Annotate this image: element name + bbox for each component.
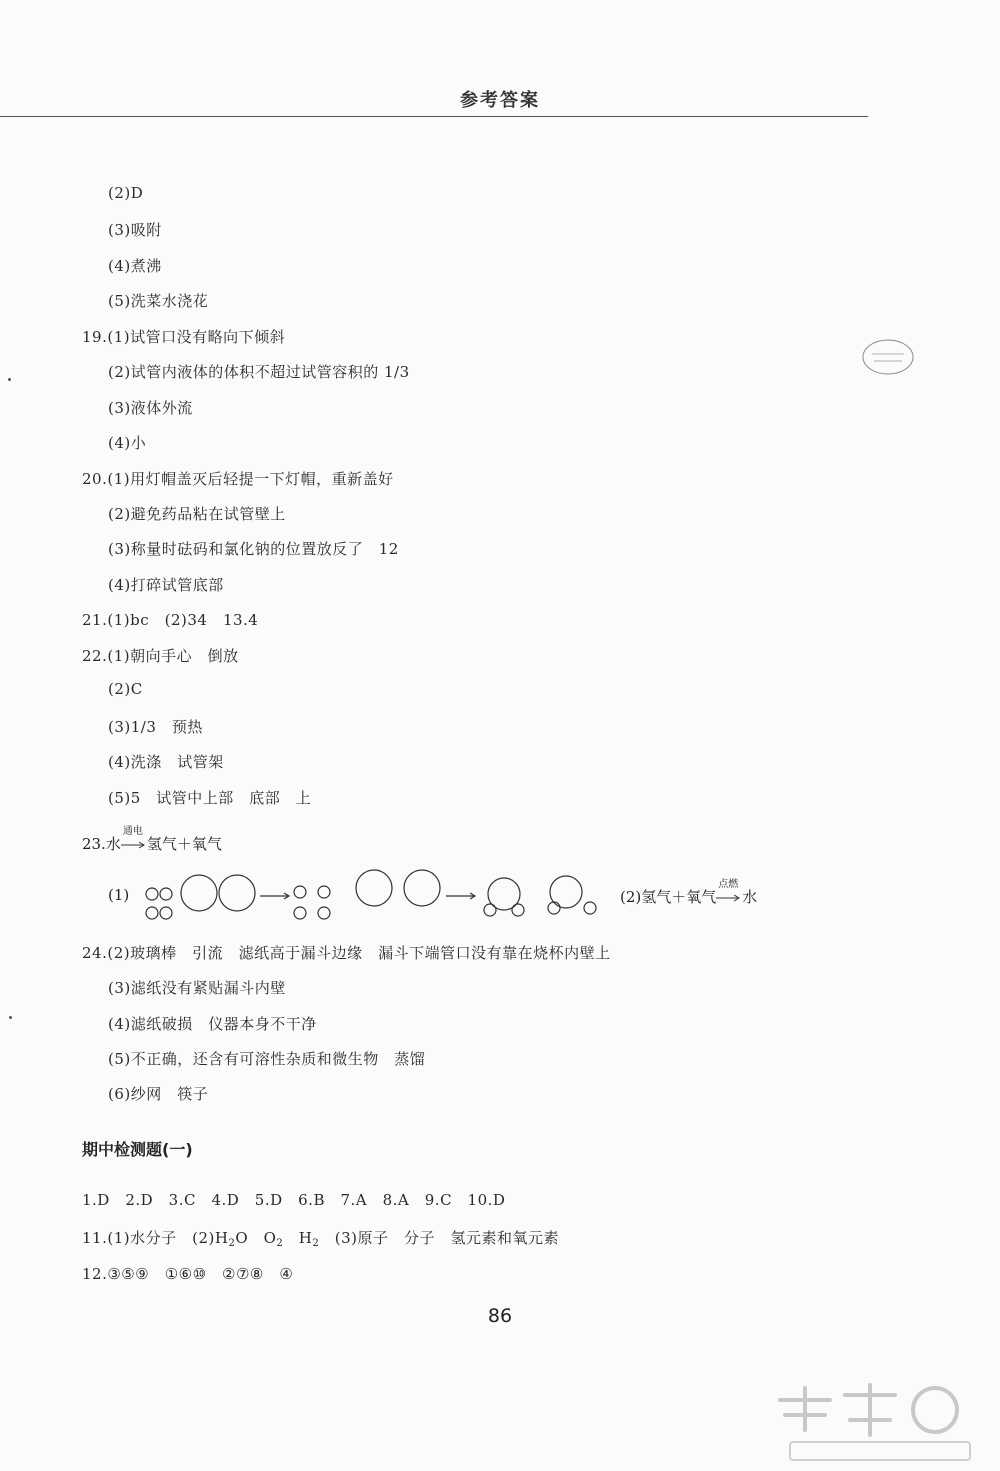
small-atom bbox=[484, 904, 496, 916]
answer-line: (3)1/3 预热 bbox=[108, 718, 203, 736]
answer-line: (4)煮沸 bbox=[108, 257, 162, 275]
large-atom bbox=[404, 870, 440, 906]
large-atom bbox=[181, 875, 217, 911]
page-number: 86 bbox=[487, 1305, 513, 1327]
answer-line: (5)5 试管中上部 底部 上 bbox=[108, 789, 312, 807]
q23-products: 氢气＋氧气 bbox=[146, 835, 222, 853]
answer-line: (4)小 bbox=[108, 434, 147, 452]
condition-arrow bbox=[716, 879, 742, 906]
scan-speck bbox=[8, 378, 11, 381]
q23-prefix: 23.水 bbox=[82, 835, 121, 853]
answer-line: (4)洗涤 试管架 bbox=[108, 753, 224, 771]
answer-line: (2)C bbox=[108, 680, 143, 698]
subscript: 2 bbox=[312, 1238, 320, 1249]
midterm-text: (3)原子 分子 氢元素和氧元素 bbox=[319, 1229, 560, 1247]
subscript: 2 bbox=[228, 1238, 236, 1249]
section-title: 期中检测题(一) bbox=[82, 1140, 193, 1159]
answer-line: (5)洗菜水浇花 bbox=[108, 292, 209, 310]
condition-label: 点燃 bbox=[718, 879, 739, 890]
stamp-icon bbox=[860, 336, 916, 378]
page-header-title: 参考答案 bbox=[460, 90, 540, 111]
scan-speck bbox=[9, 1016, 12, 1019]
answer-line: (5)不正确，还含有可溶性杂质和微生物 蒸馏 bbox=[108, 1050, 426, 1068]
arrow-icon bbox=[121, 839, 147, 849]
arrow-icon bbox=[716, 892, 742, 902]
midterm-answer-line: 12.③⑤⑨ ①⑥⑩ ②⑦⑧ ④ bbox=[82, 1265, 294, 1283]
watermark-logo-icon bbox=[770, 1380, 990, 1466]
small-atom bbox=[160, 907, 172, 919]
midterm-text: H bbox=[283, 1229, 313, 1247]
answer-line: 24.(2)玻璃棒 引流 滤纸高于漏斗边缘 漏斗下端管口没有靠在烧杯内壁上 bbox=[82, 944, 611, 962]
large-atom bbox=[219, 875, 255, 911]
answer-line: (4)滤纸破损 仪器本身不干净 bbox=[108, 1015, 317, 1033]
small-atom bbox=[294, 886, 306, 898]
small-atom bbox=[294, 907, 306, 919]
midterm-answer-line bbox=[82, 1227, 559, 1249]
answer-line: (2)D bbox=[108, 184, 144, 202]
answer-line: 21.(1)bc (2)34 13.4 bbox=[82, 611, 259, 629]
q23-part2-prefix: (2)氢气＋氧气 bbox=[620, 888, 717, 906]
q23-diagram-label: (1) bbox=[108, 886, 130, 904]
answer-line: 20.(1)用灯帽盖灭后轻提一下灯帽，重新盖好 bbox=[82, 470, 394, 488]
small-atom bbox=[318, 886, 330, 898]
answer-line: (4)打碎试管底部 bbox=[108, 576, 224, 594]
midterm-text: 11.(1)水分子 (2)H bbox=[82, 1229, 229, 1247]
q23-part2-equation bbox=[620, 879, 758, 907]
small-atom bbox=[146, 888, 158, 900]
midterm-text: O O bbox=[235, 1229, 277, 1247]
answer-line: (3)称量时砝码和氯化钠的位置放反了 12 bbox=[108, 540, 399, 558]
subscript: 2 bbox=[276, 1238, 284, 1249]
answer-line: (2)试管内液体的体积不超过试管容积的 1/3 bbox=[108, 363, 410, 381]
small-atom bbox=[548, 902, 560, 914]
small-atom bbox=[512, 904, 524, 916]
large-atom bbox=[550, 876, 582, 908]
small-atom bbox=[318, 907, 330, 919]
header-rule bbox=[0, 116, 868, 117]
q23-word-equation bbox=[82, 826, 222, 854]
molecule-diagram bbox=[138, 868, 608, 930]
answer-line: (3)滤纸没有紧贴漏斗内壁 bbox=[108, 979, 286, 997]
answer-line: (6)纱网 筷子 bbox=[108, 1085, 209, 1103]
q23-part2-product: 水 bbox=[742, 888, 758, 906]
answer-line: 22.(1)朝向手心 倒放 bbox=[82, 647, 239, 665]
condition-arrow bbox=[121, 826, 147, 853]
small-atom bbox=[160, 888, 172, 900]
answer-line: (3)吸附 bbox=[108, 221, 162, 239]
condition-label: 通电 bbox=[122, 826, 143, 837]
small-atom bbox=[584, 902, 596, 914]
answer-line: (3)液体外流 bbox=[108, 399, 193, 417]
midterm-answer-line: 1.D 2.D 3.C 4.D 5.D 6.B 7.A 8.A 9.C 10.D bbox=[82, 1191, 506, 1209]
small-atom bbox=[146, 907, 158, 919]
answer-line: 19.(1)试管口没有略向下倾斜 bbox=[82, 328, 286, 346]
answer-line: (2)避免药品粘在试管壁上 bbox=[108, 505, 286, 523]
large-atom bbox=[356, 870, 392, 906]
